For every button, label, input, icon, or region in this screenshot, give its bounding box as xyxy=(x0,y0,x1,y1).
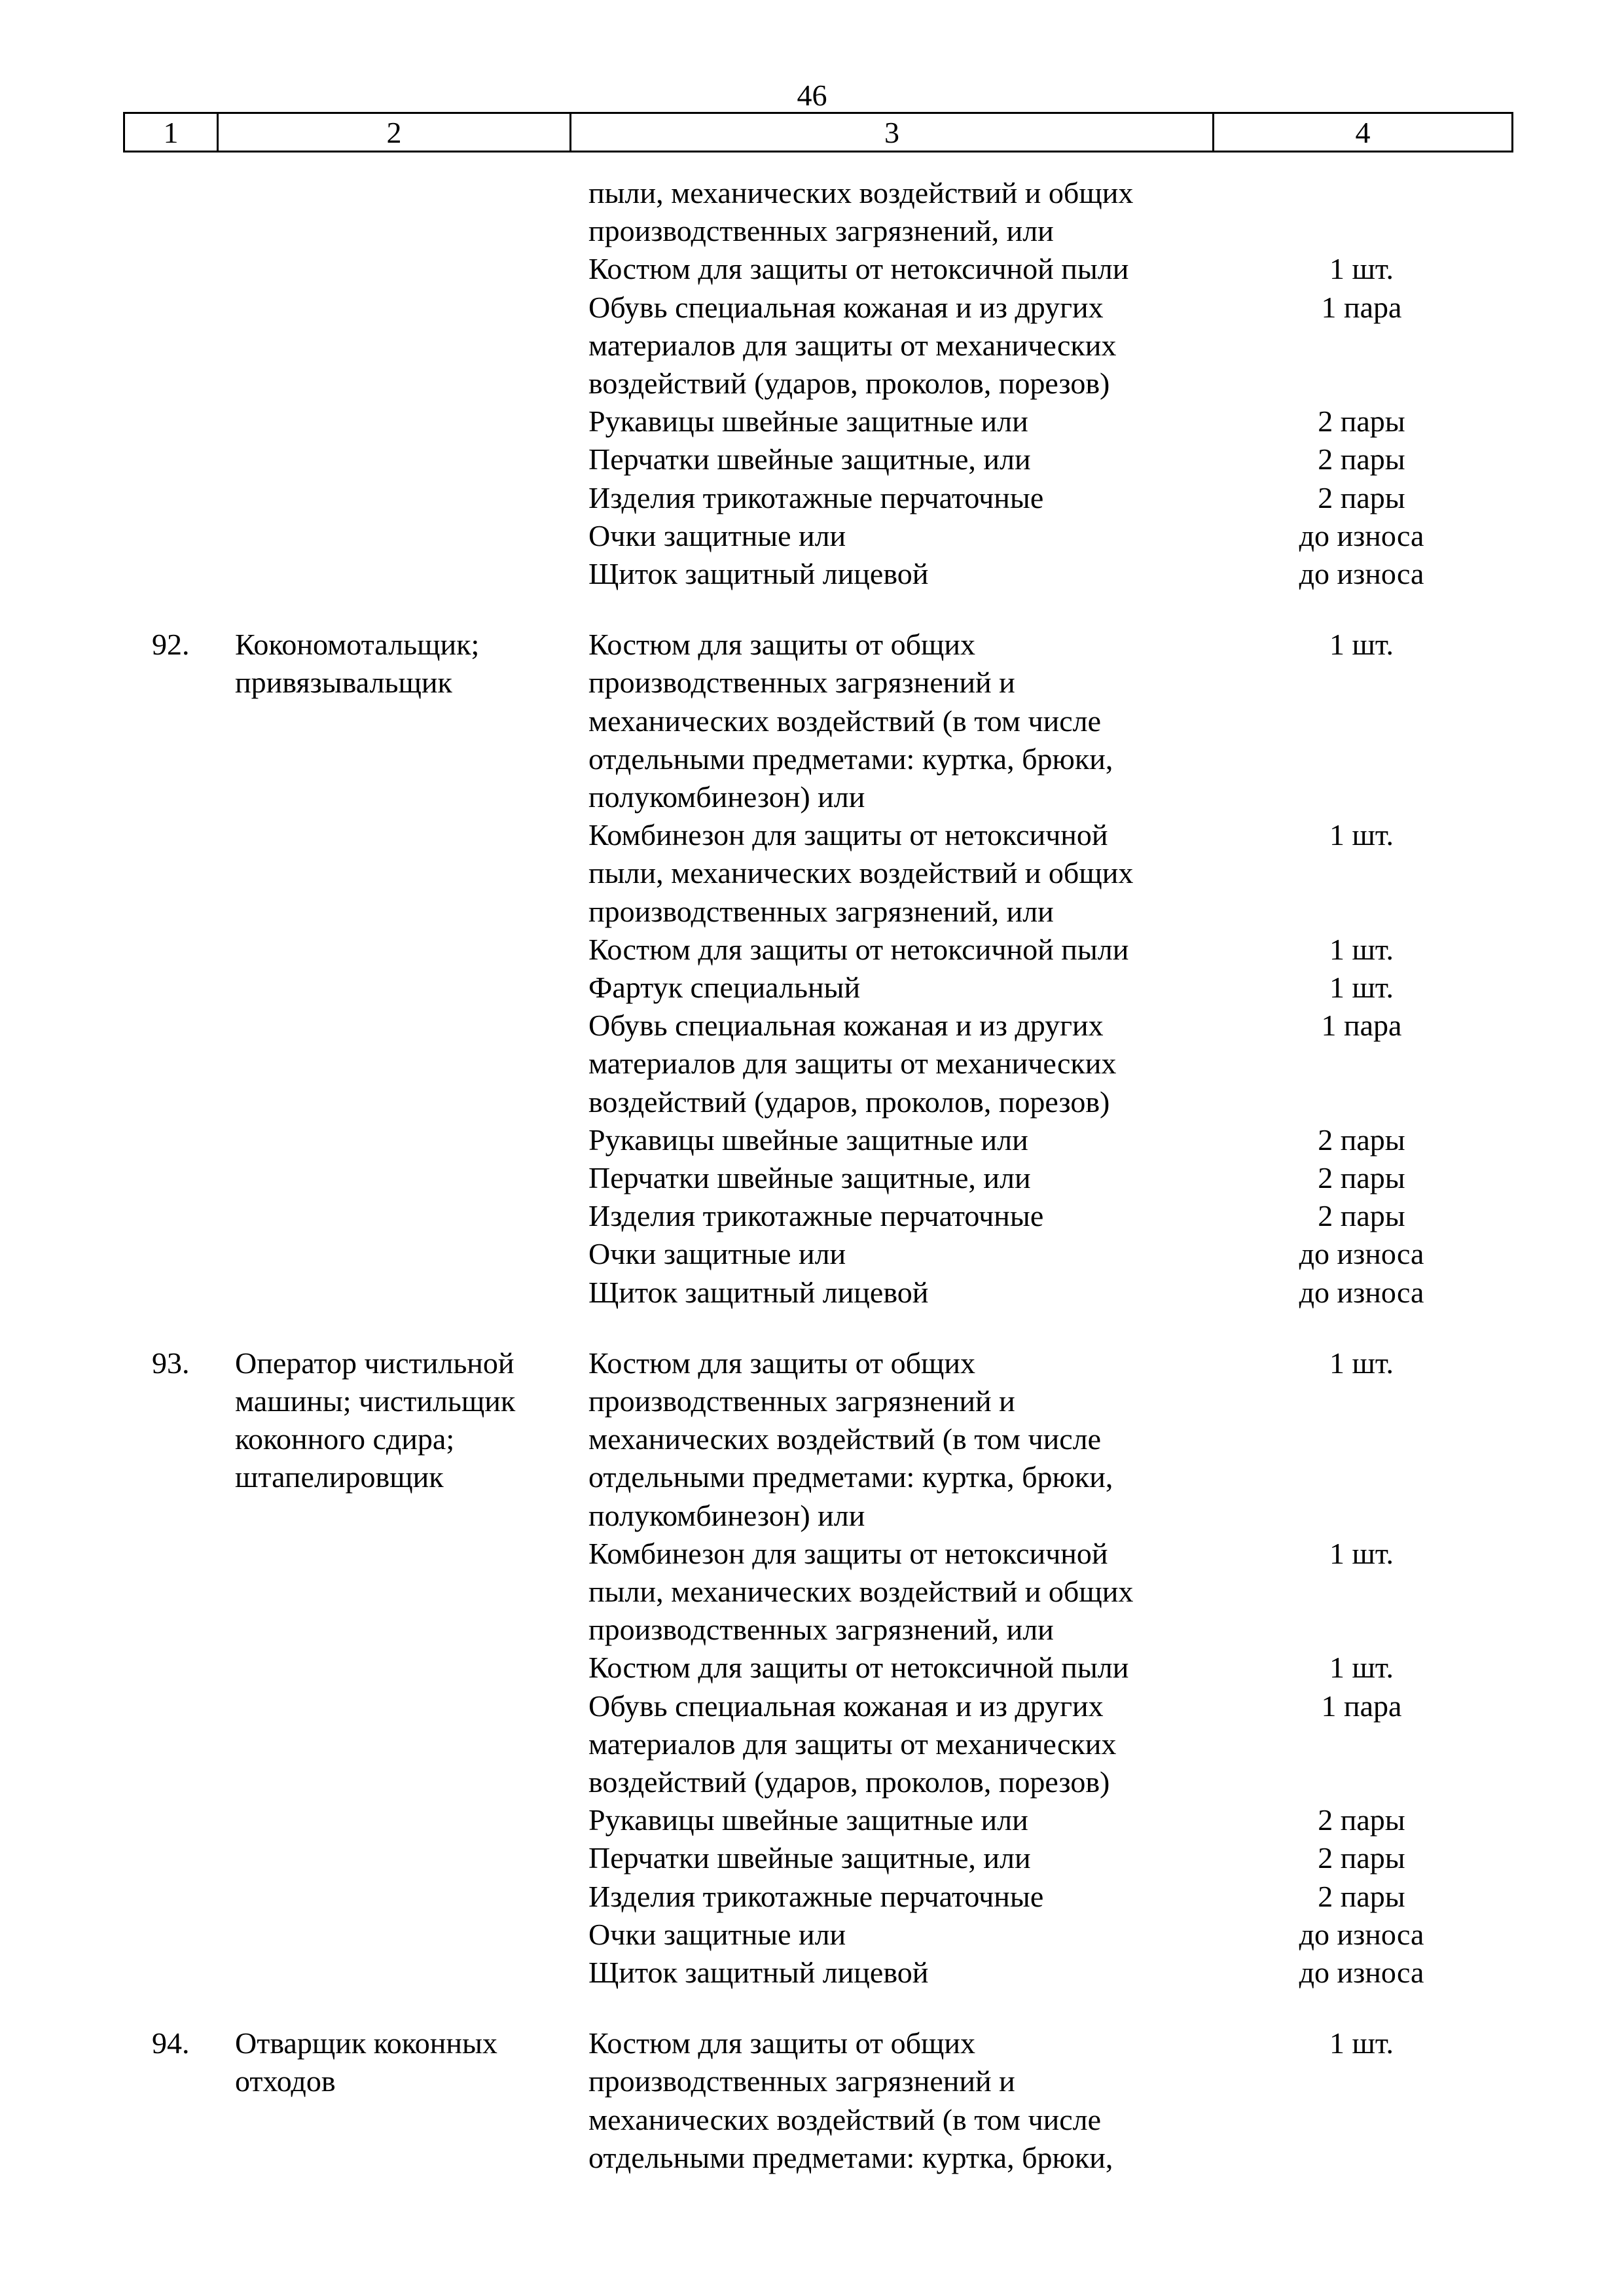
header-col-4: 4 xyxy=(1355,116,1371,149)
profession-name-line: Кокономотальщик; xyxy=(235,628,480,661)
ppe-item-line: полукомбинезон) или xyxy=(588,1499,865,1532)
entry-number: 92. xyxy=(152,628,190,661)
profession-name-line: штапелировщик xyxy=(235,1460,444,1494)
ppe-item-line: материалов для защиты от механических xyxy=(588,1047,1117,1080)
entry-number: 93. xyxy=(152,1346,190,1380)
ppe-item-line: Костюм для защиты от общих xyxy=(588,628,976,661)
issue-norm: 1 шт. xyxy=(1329,2026,1394,2060)
ppe-item-line: механических воздействий (в том числе xyxy=(588,2103,1102,2136)
ppe-item-line: Очки защитные или xyxy=(588,519,846,552)
ppe-item-line: отдельными предметами: куртка, брюки, xyxy=(588,2141,1113,2174)
ppe-item-line: пыли, механических воздействий и общих xyxy=(588,856,1134,889)
issue-norm: 2 пары xyxy=(1318,481,1405,514)
issue-norm: 1 шт. xyxy=(1329,933,1394,966)
ppe-item-line: материалов для защиты от механических xyxy=(588,329,1117,362)
issue-norm: 1 шт. xyxy=(1329,1537,1394,1570)
issue-norm: 2 пары xyxy=(1318,1123,1405,1157)
ppe-item-line: Фартук специальный xyxy=(588,971,861,1004)
ppe-item-line: воздействий (ударов, проколов, порезов) xyxy=(588,1765,1110,1799)
ppe-item-line: Комбинезон для защиты от нетоксичной xyxy=(588,1537,1108,1570)
profession-name-line: машины; чистильщик xyxy=(235,1384,516,1418)
ppe-item-line: Комбинезон для защиты от нетоксичной xyxy=(588,818,1108,852)
profession-name-line: Оператор чистильной xyxy=(235,1346,514,1380)
ppe-item-line: Рукавицы швейные защитные или xyxy=(588,1123,1028,1157)
ppe-item-line: Рукавицы швейные защитные или xyxy=(588,1803,1028,1837)
ppe-item-line: Изделия трикотажные перчаточные xyxy=(588,1199,1044,1232)
ppe-item-line: Костюм для защиты от нетоксичной пыли xyxy=(588,1651,1129,1684)
ppe-item-line: Костюм для защиты от нетоксичной пыли xyxy=(588,933,1129,966)
ppe-item-line: Перчатки швейные защитные, или xyxy=(588,1841,1031,1874)
ppe-item-line: воздействий (ударов, проколов, порезов) xyxy=(588,367,1110,400)
issue-norm: 2 пары xyxy=(1318,1803,1405,1837)
issue-norm: 1 пара xyxy=(1321,1689,1402,1723)
page-number: 46 xyxy=(797,79,827,112)
ppe-item-line: Щиток защитный лицевой xyxy=(588,557,929,590)
ppe-item-line: механических воздействий (в том числе xyxy=(588,1422,1102,1456)
issue-norm: 1 пара xyxy=(1321,291,1402,324)
table-header xyxy=(123,112,1513,152)
ppe-item-line: Рукавицы швейные защитные или xyxy=(588,404,1028,438)
ppe-item-line: пыли, механических воздействий и общих xyxy=(588,176,1134,209)
ppe-item-line: Очки защитные или xyxy=(588,1237,846,1270)
issue-norm: 1 шт. xyxy=(1329,818,1394,852)
issue-norm: до износа xyxy=(1299,1918,1424,1951)
ppe-item-line: производственных загрязнений, или xyxy=(588,214,1054,247)
issue-norm: 1 шт. xyxy=(1329,971,1394,1004)
issue-norm: 2 пары xyxy=(1318,404,1405,438)
ppe-item-line: Щиток защитный лицевой xyxy=(588,1276,929,1309)
issue-norm: 1 шт. xyxy=(1329,1651,1394,1684)
ppe-item-line: Щиток защитный лицевой xyxy=(588,1956,929,1989)
ppe-item-line: производственных загрязнений и xyxy=(588,666,1015,699)
issue-norm: 2 пары xyxy=(1318,442,1405,476)
ppe-item-line: механических воздействий (в том числе xyxy=(588,704,1102,738)
header-col-1: 1 xyxy=(163,116,179,149)
ppe-item-line: Костюм для защиты от нетоксичной пыли xyxy=(588,252,1129,285)
issue-norm: 1 шт. xyxy=(1329,1346,1394,1380)
ppe-item-line: отдельными предметами: куртка, брюки, xyxy=(588,1460,1113,1494)
issue-norm: 2 пары xyxy=(1318,1161,1405,1194)
ppe-item-line: пыли, механических воздействий и общих xyxy=(588,1575,1134,1608)
ppe-item-line: производственных загрязнений и xyxy=(588,1384,1015,1418)
profession-name-line: Отварщик коконных xyxy=(235,2026,497,2060)
ppe-item-line: Перчатки швейные защитные, или xyxy=(588,1161,1031,1194)
issue-norm: 1 шт. xyxy=(1329,628,1394,661)
ppe-item-line: полукомбинезон) или xyxy=(588,780,865,814)
issue-norm: 2 пары xyxy=(1318,1841,1405,1874)
header-col-2: 2 xyxy=(386,116,402,149)
issue-norm: 1 шт. xyxy=(1329,252,1394,285)
ppe-item-line: Изделия трикотажные перчаточные xyxy=(588,481,1044,514)
issue-norm: до износа xyxy=(1299,1956,1424,1989)
ppe-item-line: Очки защитные или xyxy=(588,1918,846,1951)
ppe-item-line: Перчатки швейные защитные, или xyxy=(588,442,1031,476)
issue-norm: до износа xyxy=(1299,557,1424,590)
ppe-item-line: Обувь специальная кожаная и из других xyxy=(588,291,1104,324)
ppe-item-line: производственных загрязнений, или xyxy=(588,895,1054,928)
profession-name-line: коконного сдира; xyxy=(235,1422,455,1456)
header-col-3: 3 xyxy=(884,116,899,149)
ppe-item-line: Обувь специальная кожаная и из других xyxy=(588,1689,1104,1723)
profession-name-line: отходов xyxy=(235,2064,336,2098)
ppe-item-line: Изделия трикотажные перчаточные xyxy=(588,1880,1044,1913)
entry-number: 94. xyxy=(152,2026,190,2060)
ppe-item-line: Обувь специальная кожаная и из других xyxy=(588,1009,1104,1042)
issue-norm: 2 пары xyxy=(1318,1880,1405,1913)
ppe-item-line: производственных загрязнений, или xyxy=(588,1613,1054,1646)
ppe-item-line: Костюм для защиты от общих xyxy=(588,2026,976,2060)
issue-norm: до износа xyxy=(1299,1276,1424,1309)
ppe-item-line: Костюм для защиты от общих xyxy=(588,1346,976,1380)
ppe-item-line: воздействий (ударов, проколов, порезов) xyxy=(588,1085,1110,1119)
profession-name-line: привязывальщик xyxy=(235,666,452,699)
issue-norm: 2 пары xyxy=(1318,1199,1405,1232)
ppe-item-line: производственных загрязнений и xyxy=(588,2064,1015,2098)
ppe-item-line: отдельными предметами: куртка, брюки, xyxy=(588,742,1113,776)
ppe-item-line: материалов для защиты от механических xyxy=(588,1727,1117,1761)
issue-norm: до износа xyxy=(1299,519,1424,552)
issue-norm: 1 пара xyxy=(1321,1009,1402,1042)
issue-norm: до износа xyxy=(1299,1237,1424,1270)
